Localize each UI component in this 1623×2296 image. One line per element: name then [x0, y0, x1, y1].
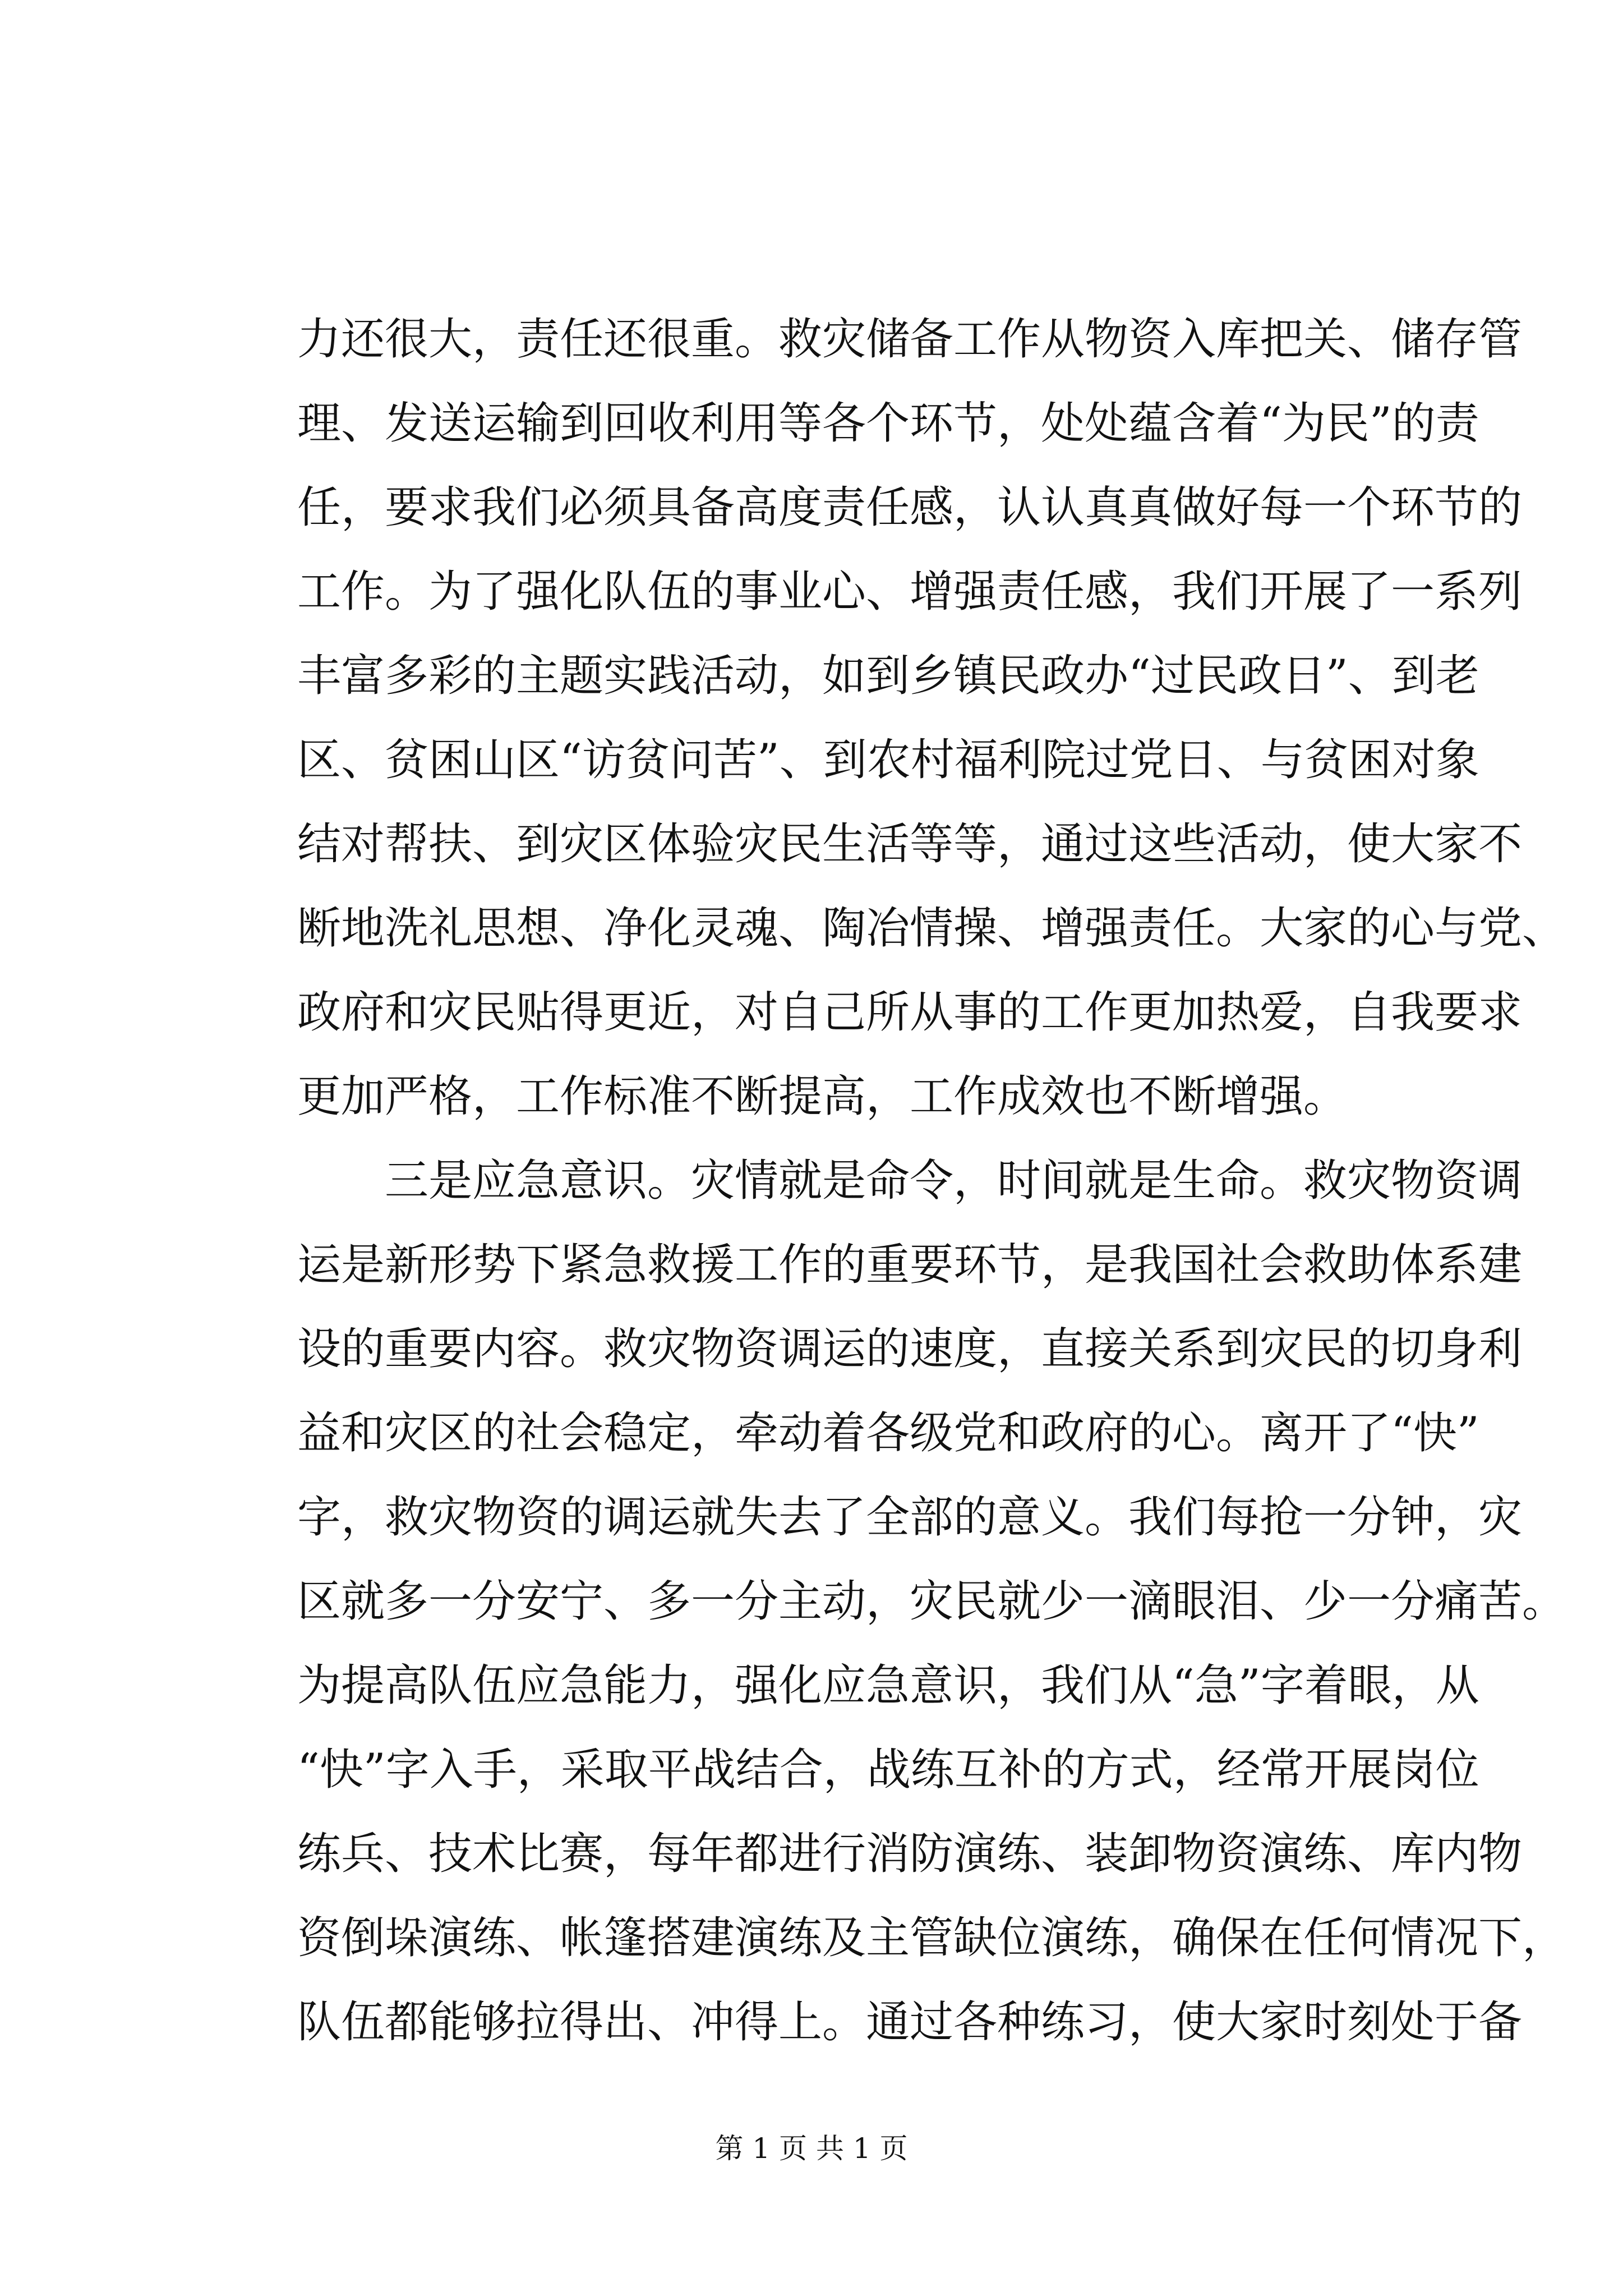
text-line: 工作。为了强化队伍的事业心、增强责任感，我们开展了一系列 — [297, 567, 1523, 617]
text-line: 理、发送运输到回收利用等各个环节，处处蕴含着“为民”的责 — [297, 398, 1479, 449]
text-line: 练兵、技术比赛，每年都进行消防演练、装卸物资演练、库内物 — [297, 1829, 1523, 1879]
text-line: 益和灾区的社会稳定，牵动着各级党和政府的心。离开了“快” — [297, 1408, 1479, 1458]
text-line: 更加严格，工作标准不断提高，工作成效也不断增强。 — [297, 1071, 1348, 1122]
text-line: 任，要求我们必须具备高度责任感，认认真真做好每一个环节的 — [297, 482, 1523, 533]
text-line: 区、贫困山区“访贫问苦”、到农村福利院过党日、与贫困对象 — [297, 735, 1479, 785]
text-line: 断地洗礼思想、净化灵魂、陶冶情操、增强责任。大家的心与党、 — [297, 903, 1566, 954]
text-line: 区就多一分安宁、多一分主动，灾民就少一滴眼泪、少一分痛苦。 — [297, 1576, 1566, 1627]
text-line: 政府和灾民贴得更近，对自己所从事的工作更加热爱，自我要求 — [297, 987, 1523, 1038]
text-line: 结对帮扶、到灾区体验灾民生活等等，通过这些活动，使大家不 — [297, 819, 1523, 869]
text-line: 资倒垛演练、帐篷搭建演练及主管缺位演练，确保在任何情况下， — [297, 1913, 1566, 1963]
text-line: 队伍都能够拉得出、冲得上。通过各种练习，使大家时刻处于备 — [297, 1997, 1523, 2047]
text-line: 设的重要内容。救灾物资调运的速度，直接关系到灾民的切身利 — [297, 1324, 1523, 1374]
paragraph-start-line: 三是应急意识。灾情就是命令，时间就是生命。救灾物资调 — [385, 1156, 1523, 1206]
text-line: 为提高队伍应急能力，强化应急意识，我们从“急”字着眼，从 — [297, 1660, 1479, 1711]
text-line: “快”字入手，采取平战结合，战练互补的方式，经常开展岗位 — [297, 1745, 1479, 1795]
text-line: 运是新形势下紧急救援工作的重要环节，是我国社会救助体系建 — [297, 1240, 1523, 1290]
text-line: 丰富多彩的主题实践活动，如到乡镇民政办“过民政日”、到老 — [297, 651, 1479, 701]
text-line: 力还很大，责任还很重。救灾储备工作从物资入库把关、储存管 — [297, 314, 1523, 365]
text-line: 字，救灾物资的调运就失去了全部的意义。我们每抢一分钟，灾 — [297, 1492, 1523, 1543]
page-footer: 第 1 页 共 1 页 — [715, 2132, 908, 2165]
